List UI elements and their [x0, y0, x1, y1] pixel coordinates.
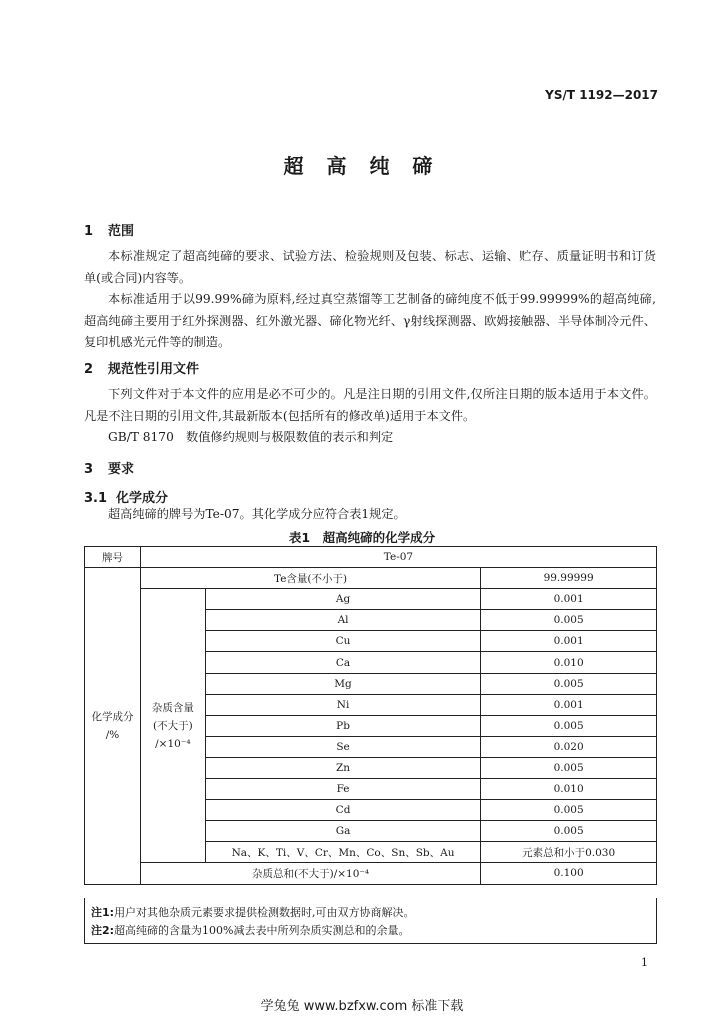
- section-3-heading: [84, 458, 134, 477]
- footer-watermark: 学兔兔 www.bzfxw.com 标准下载: [260, 999, 464, 1014]
- element-cell: Na、K、Ti、V、Cr、Mn、Co、Sn、Sb、Au: [205, 842, 480, 863]
- standard-code: YS/T 1192—2017: [545, 88, 658, 102]
- page-number: 1: [641, 956, 648, 969]
- section-1-paragraph-1: 本标准规定了超高纯碲的要求、试验方法、检验规则及包装、标志、运输、贮存、质量证明书和订货单(或合同)内容等。: [84, 249, 656, 285]
- element-cell: Se: [205, 736, 480, 757]
- element-cell: Ca: [205, 652, 480, 673]
- group-label-line: /%: [105, 728, 120, 741]
- table-note: [91, 904, 648, 922]
- section-title: 化学成分: [116, 491, 169, 506]
- element-cell: Fe: [205, 779, 480, 800]
- normative-reference: GB/T 8170 数值修约规则与极限数值的表示和判定: [108, 430, 394, 444]
- impurity-label-line: (不大于): [153, 719, 193, 732]
- limit-cell: 0.005: [481, 757, 657, 778]
- table-row: [85, 547, 657, 568]
- section-3-1-heading: [84, 487, 168, 506]
- limit-cell: 0.010: [481, 779, 657, 800]
- limit-cell: 0.005: [481, 821, 657, 842]
- grade-value: Te-07: [140, 547, 656, 568]
- section-2-heading: [84, 358, 199, 377]
- impurity-label-line: 杂质含量: [151, 701, 194, 714]
- table-caption: 表1 超高纯碲的化学成分: [288, 530, 436, 545]
- impurity-total-value: 0.100: [481, 863, 657, 884]
- element-cell: Pb: [205, 715, 480, 736]
- note-text: 用户对其他杂质元素要求提供检测数据时,可由双方协商解决。: [114, 906, 415, 919]
- impurity-content-label: [140, 589, 205, 863]
- limit-cell: 0.005: [481, 610, 657, 631]
- te-content-value: 99.99999: [481, 568, 657, 589]
- element-cell: Ag: [205, 589, 480, 610]
- table-notes: [84, 898, 657, 944]
- limit-cell: 元素总和小于0.030: [481, 842, 657, 863]
- note-text: 超高纯碲的含量为100%减去表中所列杂质实测总和的余量。: [114, 924, 410, 937]
- element-cell: Ni: [205, 694, 480, 715]
- element-cell: Cu: [205, 631, 480, 652]
- limit-cell: 0.010: [481, 652, 657, 673]
- table-row: [85, 863, 657, 884]
- table-row: [85, 589, 657, 610]
- limit-cell: 0.005: [481, 800, 657, 821]
- section-title: 范围: [108, 224, 135, 239]
- chemical-composition-table: [84, 546, 657, 885]
- document-title: 超 高 纯 碲: [283, 154, 441, 178]
- limit-cell: 0.005: [481, 715, 657, 736]
- note-label: 注2:: [91, 924, 115, 937]
- limit-cell: 0.001: [481, 589, 657, 610]
- te-content-label: Te含量(不小于): [140, 568, 480, 589]
- section-title: 规范性引用文件: [108, 362, 200, 377]
- element-cell: Ga: [205, 821, 480, 842]
- section-number: 3: [84, 462, 94, 477]
- note-label: 注1:: [91, 906, 115, 919]
- element-cell: Cd: [205, 800, 480, 821]
- section-title: 要求: [108, 462, 135, 477]
- element-cell: Zn: [205, 757, 480, 778]
- section-number: 3.1: [84, 491, 108, 506]
- limit-cell: 0.001: [481, 694, 657, 715]
- limit-cell: 0.005: [481, 673, 657, 694]
- section-number: 2: [84, 362, 94, 377]
- section-1-paragraph-2: 本标准适用于以99.99%碲为原料,经过真空蒸馏等工艺制备的碲纯度不低于99.99999%的超高纯碲,超高纯碲主要用于红外探测器、红外激光器、碲化物光纤、γ射线探测器、欧姆接触器、半导体制冷元件、复印机感光元件等的制造。: [84, 292, 656, 349]
- limit-cell: 0.001: [481, 631, 657, 652]
- section-2-paragraph-1: 下列文件对于本文件的应用是必不可少的。凡是注日期的引用文件,仅所注日期的版本适用于本文件。凡是不注日期的引用文件,其最新版本(包括所有的修改单)适用于本文件。: [84, 387, 656, 423]
- table-row: [85, 568, 657, 589]
- impurity-total-label: 杂质总和(不大于)/×10⁻⁴: [140, 863, 480, 884]
- impurity-label-line: /×10⁻⁴: [155, 737, 191, 750]
- table-note: [91, 922, 648, 940]
- element-cell: Mg: [205, 673, 480, 694]
- section-3-1-paragraph: 超高纯碲的牌号为Te-07。其化学成分应符合表1规定。: [108, 507, 406, 521]
- chemical-composition-label: [85, 568, 141, 884]
- section-1-heading: [84, 220, 134, 239]
- grade-label: 牌号: [85, 547, 141, 568]
- section-number: 1: [84, 224, 94, 239]
- group-label-line: 化学成分: [91, 710, 134, 723]
- element-cell: Al: [205, 610, 480, 631]
- limit-cell: 0.020: [481, 736, 657, 757]
